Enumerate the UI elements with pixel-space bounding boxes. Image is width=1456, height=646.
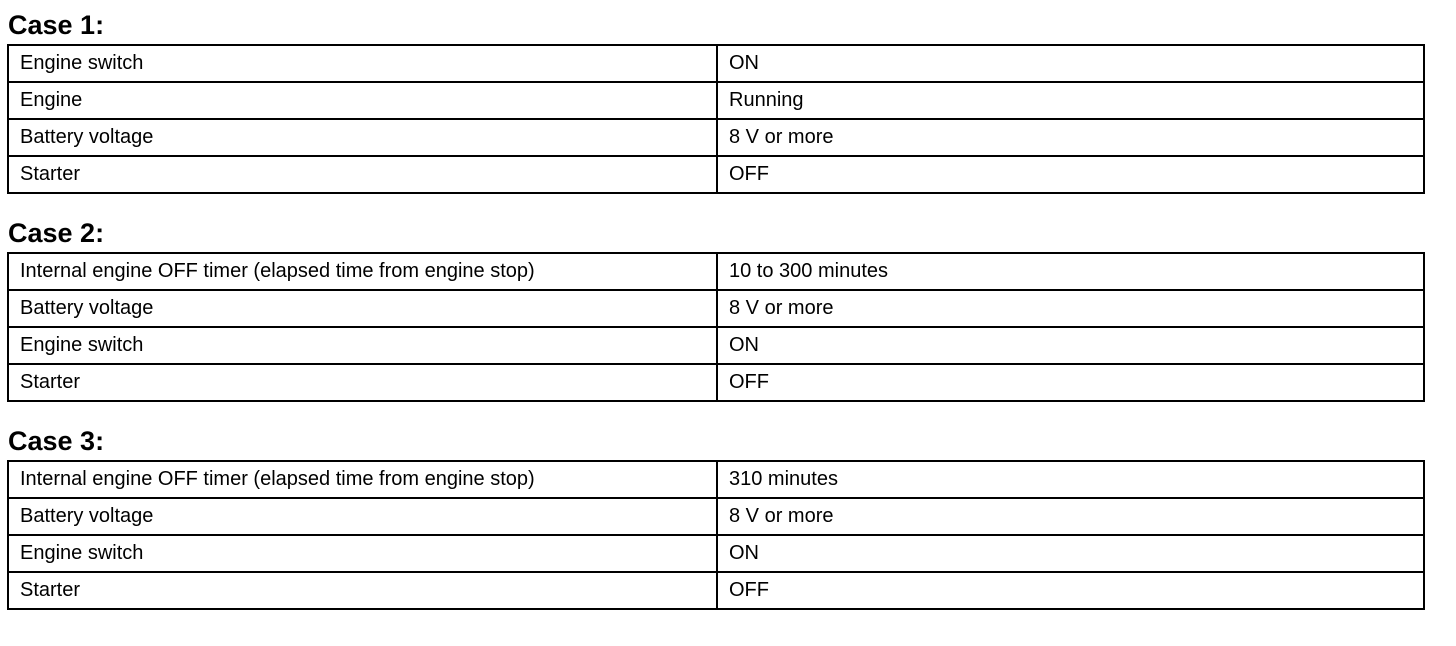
- condition-cell: Starter: [8, 572, 717, 609]
- value-cell: 10 to 300 minutes: [717, 253, 1424, 290]
- table-row: [8, 461, 1424, 498]
- table-row: [8, 364, 1424, 401]
- table-row: [8, 45, 1424, 82]
- table-row: [8, 156, 1424, 193]
- table-row: [8, 572, 1424, 609]
- table-row: [8, 535, 1424, 572]
- value-cell: Running: [717, 82, 1424, 119]
- case-1-section: [7, 0, 1425, 194]
- value-cell: ON: [717, 535, 1424, 572]
- case-2-section: [7, 208, 1425, 402]
- value-cell: 8 V or more: [717, 290, 1424, 327]
- table-row: [8, 327, 1424, 364]
- table-row: [8, 253, 1424, 290]
- conditions-document: [7, 0, 1425, 610]
- condition-cell: Starter: [8, 364, 717, 401]
- case-heading: Case 1:: [8, 10, 105, 40]
- condition-cell: Battery voltage: [8, 498, 717, 535]
- value-cell: ON: [717, 327, 1424, 364]
- table-row: [8, 119, 1424, 156]
- condition-cell: Engine switch: [8, 535, 717, 572]
- value-cell: 310 minutes: [717, 461, 1424, 498]
- condition-cell: Internal engine OFF timer (elapsed time from engine stop): [8, 461, 717, 498]
- value-cell: ON: [717, 45, 1424, 82]
- condition-cell: Engine switch: [8, 45, 717, 82]
- case-3-section: [7, 416, 1425, 610]
- value-cell: OFF: [717, 156, 1424, 193]
- table-row: [8, 498, 1424, 535]
- value-cell: OFF: [717, 572, 1424, 609]
- condition-cell: Starter: [8, 156, 717, 193]
- case-1-table: [7, 44, 1425, 194]
- condition-cell: Battery voltage: [8, 119, 717, 156]
- condition-cell: Engine switch: [8, 327, 717, 364]
- table-row: [8, 82, 1424, 119]
- case-3-table: [7, 460, 1425, 610]
- case-2-table: [7, 252, 1425, 402]
- value-cell: OFF: [717, 364, 1424, 401]
- value-cell: 8 V or more: [717, 119, 1424, 156]
- value-cell: 8 V or more: [717, 498, 1424, 535]
- case-heading: Case 3:: [8, 426, 105, 456]
- case-heading: Case 2:: [8, 218, 105, 248]
- condition-cell: Engine: [8, 82, 717, 119]
- condition-cell: Internal engine OFF timer (elapsed time from engine stop): [8, 253, 717, 290]
- condition-cell: Battery voltage: [8, 290, 717, 327]
- table-row: [8, 290, 1424, 327]
